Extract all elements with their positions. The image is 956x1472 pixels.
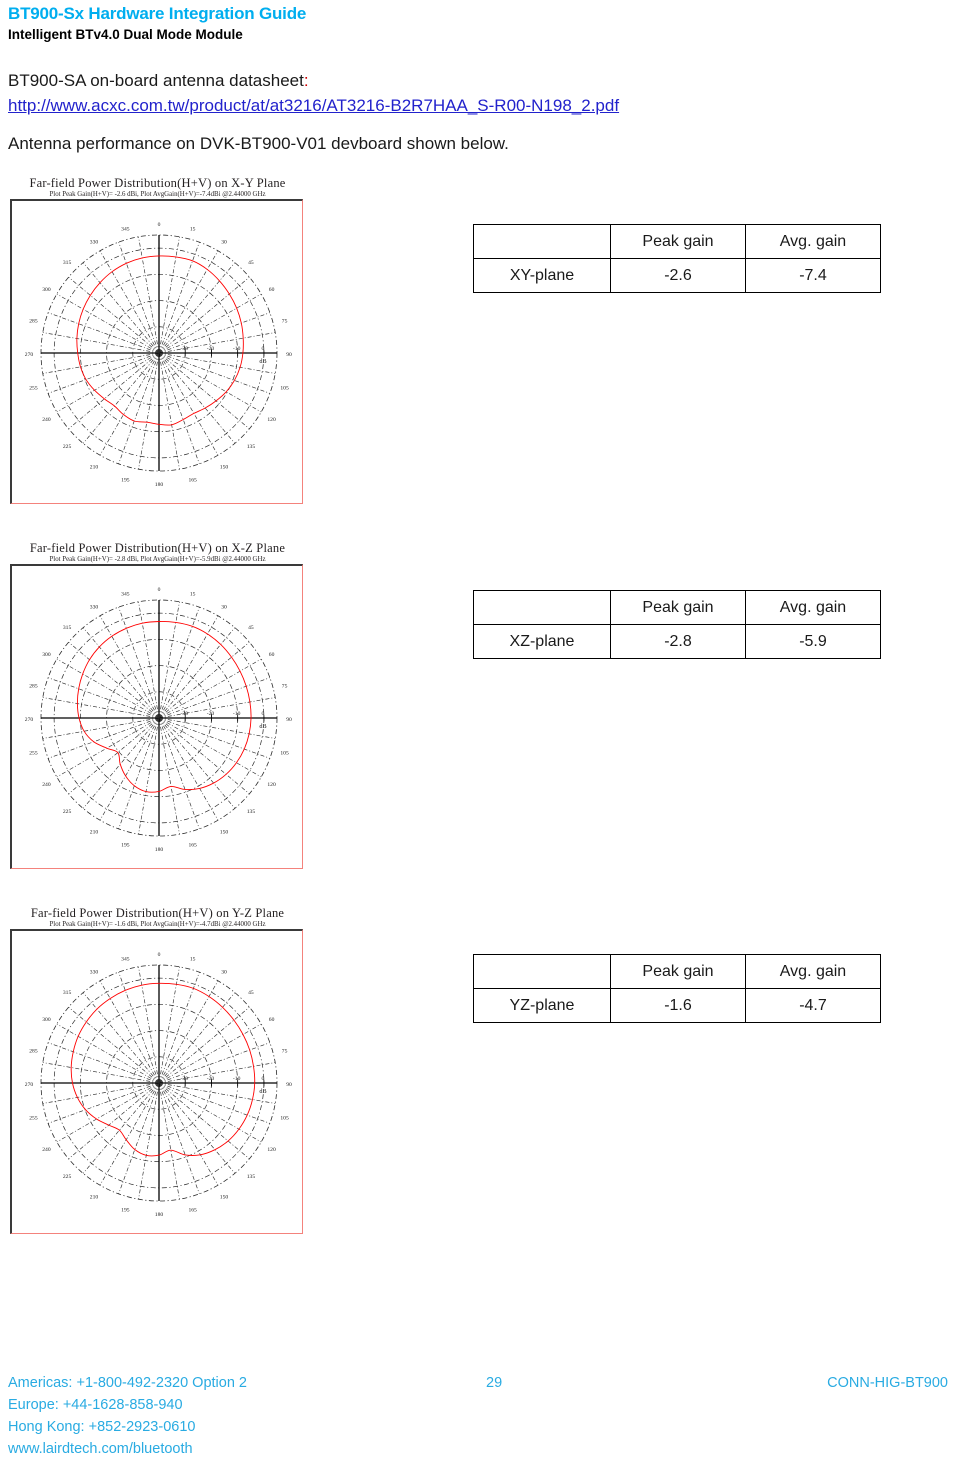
svg-text:120: 120 [267, 417, 276, 423]
svg-text:0: 0 [157, 222, 161, 228]
svg-text:135: 135 [246, 1173, 256, 1180]
document-header [8, 4, 948, 44]
datasheet-line [8, 68, 938, 93]
svg-text:0: 0 [261, 711, 265, 717]
svg-text:-10: -10 [232, 1076, 241, 1082]
svg-text:-10: -10 [232, 346, 241, 352]
svg-text:75: 75 [281, 318, 288, 325]
header-peak-gain: Peak gain [611, 955, 746, 989]
svg-text:165: 165 [188, 477, 197, 484]
figure-xz-caption [10, 541, 305, 564]
svg-text:345: 345 [121, 591, 130, 598]
svg-text:dB: dB [259, 1088, 267, 1095]
svg-text:105: 105 [280, 385, 289, 392]
svg-text:345: 345 [121, 956, 130, 963]
gain-table-yz [473, 954, 881, 1023]
footer-contact-block [8, 1372, 247, 1460]
datasheet-link[interactable]: http://www.acxc.com.tw/product/at/at3216/AT3216-B2R7HAA_S-R00-N198_2.pdf [8, 96, 620, 115]
figure-xy-plane [10, 176, 305, 504]
figure-xz-title: Far-field Power Distribution(H+V) on X-Z Plane [29, 541, 286, 555]
svg-text:0: 0 [261, 346, 265, 352]
svg-text:60: 60 [268, 652, 275, 658]
value-avg-gain-yz: -4.7 [746, 989, 881, 1023]
svg-text:150: 150 [219, 464, 229, 471]
svg-text:315: 315 [62, 990, 72, 997]
datasheet-colon: : [303, 71, 309, 90]
figure-yz-caption [10, 906, 305, 929]
svg-text:165: 165 [188, 1207, 197, 1214]
svg-text:-30: -30 [180, 346, 188, 352]
svg-text:60: 60 [268, 287, 275, 293]
svg-text:dB: dB [259, 723, 267, 730]
figure-xz-subtitle: Plot Peak Gain(H+V)= -2.8 dBi, Plot AvgGain(H+V)=-5.9dBi @2.44000 GHz [49, 555, 266, 563]
svg-text:180: 180 [154, 482, 164, 488]
table-header-row [474, 591, 881, 625]
value-avg-gain-xy: -7.4 [746, 259, 881, 293]
page-title: BT900-Sx Hardware Integration Guide [8, 4, 307, 23]
svg-text:330: 330 [89, 969, 99, 976]
svg-text:210: 210 [89, 1194, 99, 1201]
svg-text:-20: -20 [206, 711, 215, 717]
gain-table-xz [473, 590, 881, 659]
page-subtitle: Intelligent BTv4.0 Dual Mode Module [8, 27, 243, 42]
footer-contact-hongkong: Hong Kong: +852-2923-0610 [8, 1419, 196, 1435]
gain-table-xy [473, 224, 881, 293]
figure-yz-title: Far-field Power Distribution(H+V) on Y-Z Plane [30, 906, 285, 920]
svg-text:150: 150 [219, 1194, 229, 1201]
svg-text:210: 210 [89, 829, 99, 836]
figure-xy-title: Far-field Power Distribution(H+V) on X-Y Plane [29, 176, 286, 190]
page-footer [8, 1372, 948, 1462]
svg-text:300: 300 [42, 652, 51, 658]
svg-text:225: 225 [62, 443, 72, 450]
table-row [474, 259, 881, 293]
svg-text:0: 0 [157, 952, 161, 958]
value-avg-gain-xz: -5.9 [746, 625, 881, 659]
svg-text:270: 270 [24, 1082, 34, 1088]
svg-text:330: 330 [89, 604, 99, 611]
row-label-xz-plane: XZ-plane [474, 625, 611, 659]
svg-text:90: 90 [286, 1082, 292, 1088]
svg-text:150: 150 [219, 829, 229, 836]
svg-text:315: 315 [62, 625, 72, 632]
svg-text:45: 45 [248, 990, 254, 997]
svg-text:195: 195 [121, 842, 130, 849]
svg-text:15: 15 [189, 226, 196, 233]
svg-text:240: 240 [42, 417, 51, 423]
row-label-xy-plane: XY-plane [474, 259, 611, 293]
svg-text:285: 285 [29, 683, 38, 690]
polar-chart-yz-svg [12, 931, 303, 1234]
svg-text:225: 225 [62, 808, 72, 815]
svg-text:dB: dB [259, 358, 267, 365]
svg-text:-20: -20 [206, 1076, 215, 1082]
svg-text:135: 135 [246, 443, 256, 450]
intro-body [8, 68, 938, 156]
svg-text:-30: -30 [180, 1076, 188, 1082]
svg-text:0: 0 [261, 1076, 265, 1082]
svg-text:195: 195 [121, 477, 130, 484]
polar-plot-xz [10, 564, 303, 869]
svg-text:45: 45 [248, 260, 254, 267]
table-header-row [474, 225, 881, 259]
header-peak-gain: Peak gain [611, 225, 746, 259]
svg-text:120: 120 [267, 782, 276, 788]
svg-text:105: 105 [280, 1115, 289, 1122]
svg-text:330: 330 [89, 239, 99, 246]
svg-text:315: 315 [62, 260, 72, 267]
table-header-row [474, 955, 881, 989]
svg-text:165: 165 [188, 842, 197, 849]
svg-text:270: 270 [24, 352, 34, 358]
svg-text:45: 45 [248, 625, 254, 632]
svg-text:255: 255 [29, 750, 38, 757]
svg-text:285: 285 [29, 1048, 38, 1055]
svg-text:30: 30 [221, 239, 227, 246]
svg-text:225: 225 [62, 1173, 72, 1180]
svg-text:180: 180 [154, 847, 164, 853]
corner-cell [474, 591, 611, 625]
polar-chart-xy-svg [12, 201, 303, 504]
corner-cell [474, 955, 611, 989]
footer-contact-europe: Europe: +44-1628-858-940 [8, 1397, 183, 1413]
polar-plot-yz [10, 929, 303, 1234]
svg-text:90: 90 [286, 352, 292, 358]
figure-xz-plane [10, 541, 305, 869]
table-row [474, 989, 881, 1023]
svg-text:75: 75 [281, 683, 288, 690]
datasheet-label: BT900-SA on-board antenna datasheet [8, 71, 304, 90]
footer-website[interactable]: www.lairdtech.com/bluetooth [8, 1441, 193, 1457]
antenna-performance-note: Antenna performance on DVK-BT900-V01 devboard shown below. [8, 134, 509, 153]
svg-text:270: 270 [24, 717, 34, 723]
header-avg-gain: Avg. gain [746, 225, 881, 259]
figure-xy-caption [10, 176, 305, 199]
svg-text:300: 300 [42, 1017, 51, 1023]
svg-text:30: 30 [221, 969, 227, 976]
svg-text:240: 240 [42, 782, 51, 788]
svg-text:75: 75 [281, 1048, 288, 1055]
svg-text:90: 90 [286, 717, 292, 723]
svg-text:30: 30 [221, 604, 227, 611]
svg-text:135: 135 [246, 808, 256, 815]
svg-text:120: 120 [267, 1147, 276, 1153]
figure-yz-subtitle: Plot Peak Gain(H+V)= -1.6 dBi, Plot AvgGain(H+V)=-4.7dBi @2.44000 GHz [49, 920, 266, 928]
svg-text:345: 345 [121, 226, 130, 233]
svg-text:255: 255 [29, 385, 38, 392]
svg-text:255: 255 [29, 1115, 38, 1122]
figure-xy-subtitle: Plot Peak Gain(H+V)= -2.6 dBi, Plot AvgGain(H+V)=-7.4dBi @2.44000 GHz [49, 190, 266, 198]
row-label-yz-plane: YZ-plane [474, 989, 611, 1023]
value-peak-gain-xz: -2.8 [611, 625, 746, 659]
svg-text:240: 240 [42, 1147, 51, 1153]
svg-text:210: 210 [89, 464, 99, 471]
svg-text:-30: -30 [180, 711, 188, 717]
footer-doc-code: CONN-HIG-BT900 [827, 1375, 948, 1391]
svg-text:15: 15 [189, 591, 196, 598]
corner-cell [474, 225, 611, 259]
svg-text:105: 105 [280, 750, 289, 757]
svg-text:-10: -10 [232, 711, 241, 717]
svg-text:15: 15 [189, 956, 196, 963]
svg-text:300: 300 [42, 287, 51, 293]
polar-plot-xy [10, 199, 303, 504]
footer-page-number: 29 [486, 1375, 503, 1391]
table-row [474, 625, 881, 659]
svg-text:-20: -20 [206, 346, 215, 352]
svg-text:195: 195 [121, 1207, 130, 1214]
svg-text:285: 285 [29, 318, 38, 325]
header-peak-gain: Peak gain [611, 591, 746, 625]
footer-contact-americas: Americas: +1-800-492-2320 Option 2 [8, 1375, 247, 1391]
polar-chart-xz-svg [12, 566, 303, 869]
value-peak-gain-xy: -2.6 [611, 259, 746, 293]
header-avg-gain: Avg. gain [746, 955, 881, 989]
svg-text:180: 180 [154, 1212, 164, 1218]
value-peak-gain-yz: -1.6 [611, 989, 746, 1023]
header-avg-gain: Avg. gain [746, 591, 881, 625]
svg-text:0: 0 [157, 587, 161, 593]
svg-text:60: 60 [268, 1017, 275, 1023]
figure-yz-plane [10, 906, 305, 1234]
